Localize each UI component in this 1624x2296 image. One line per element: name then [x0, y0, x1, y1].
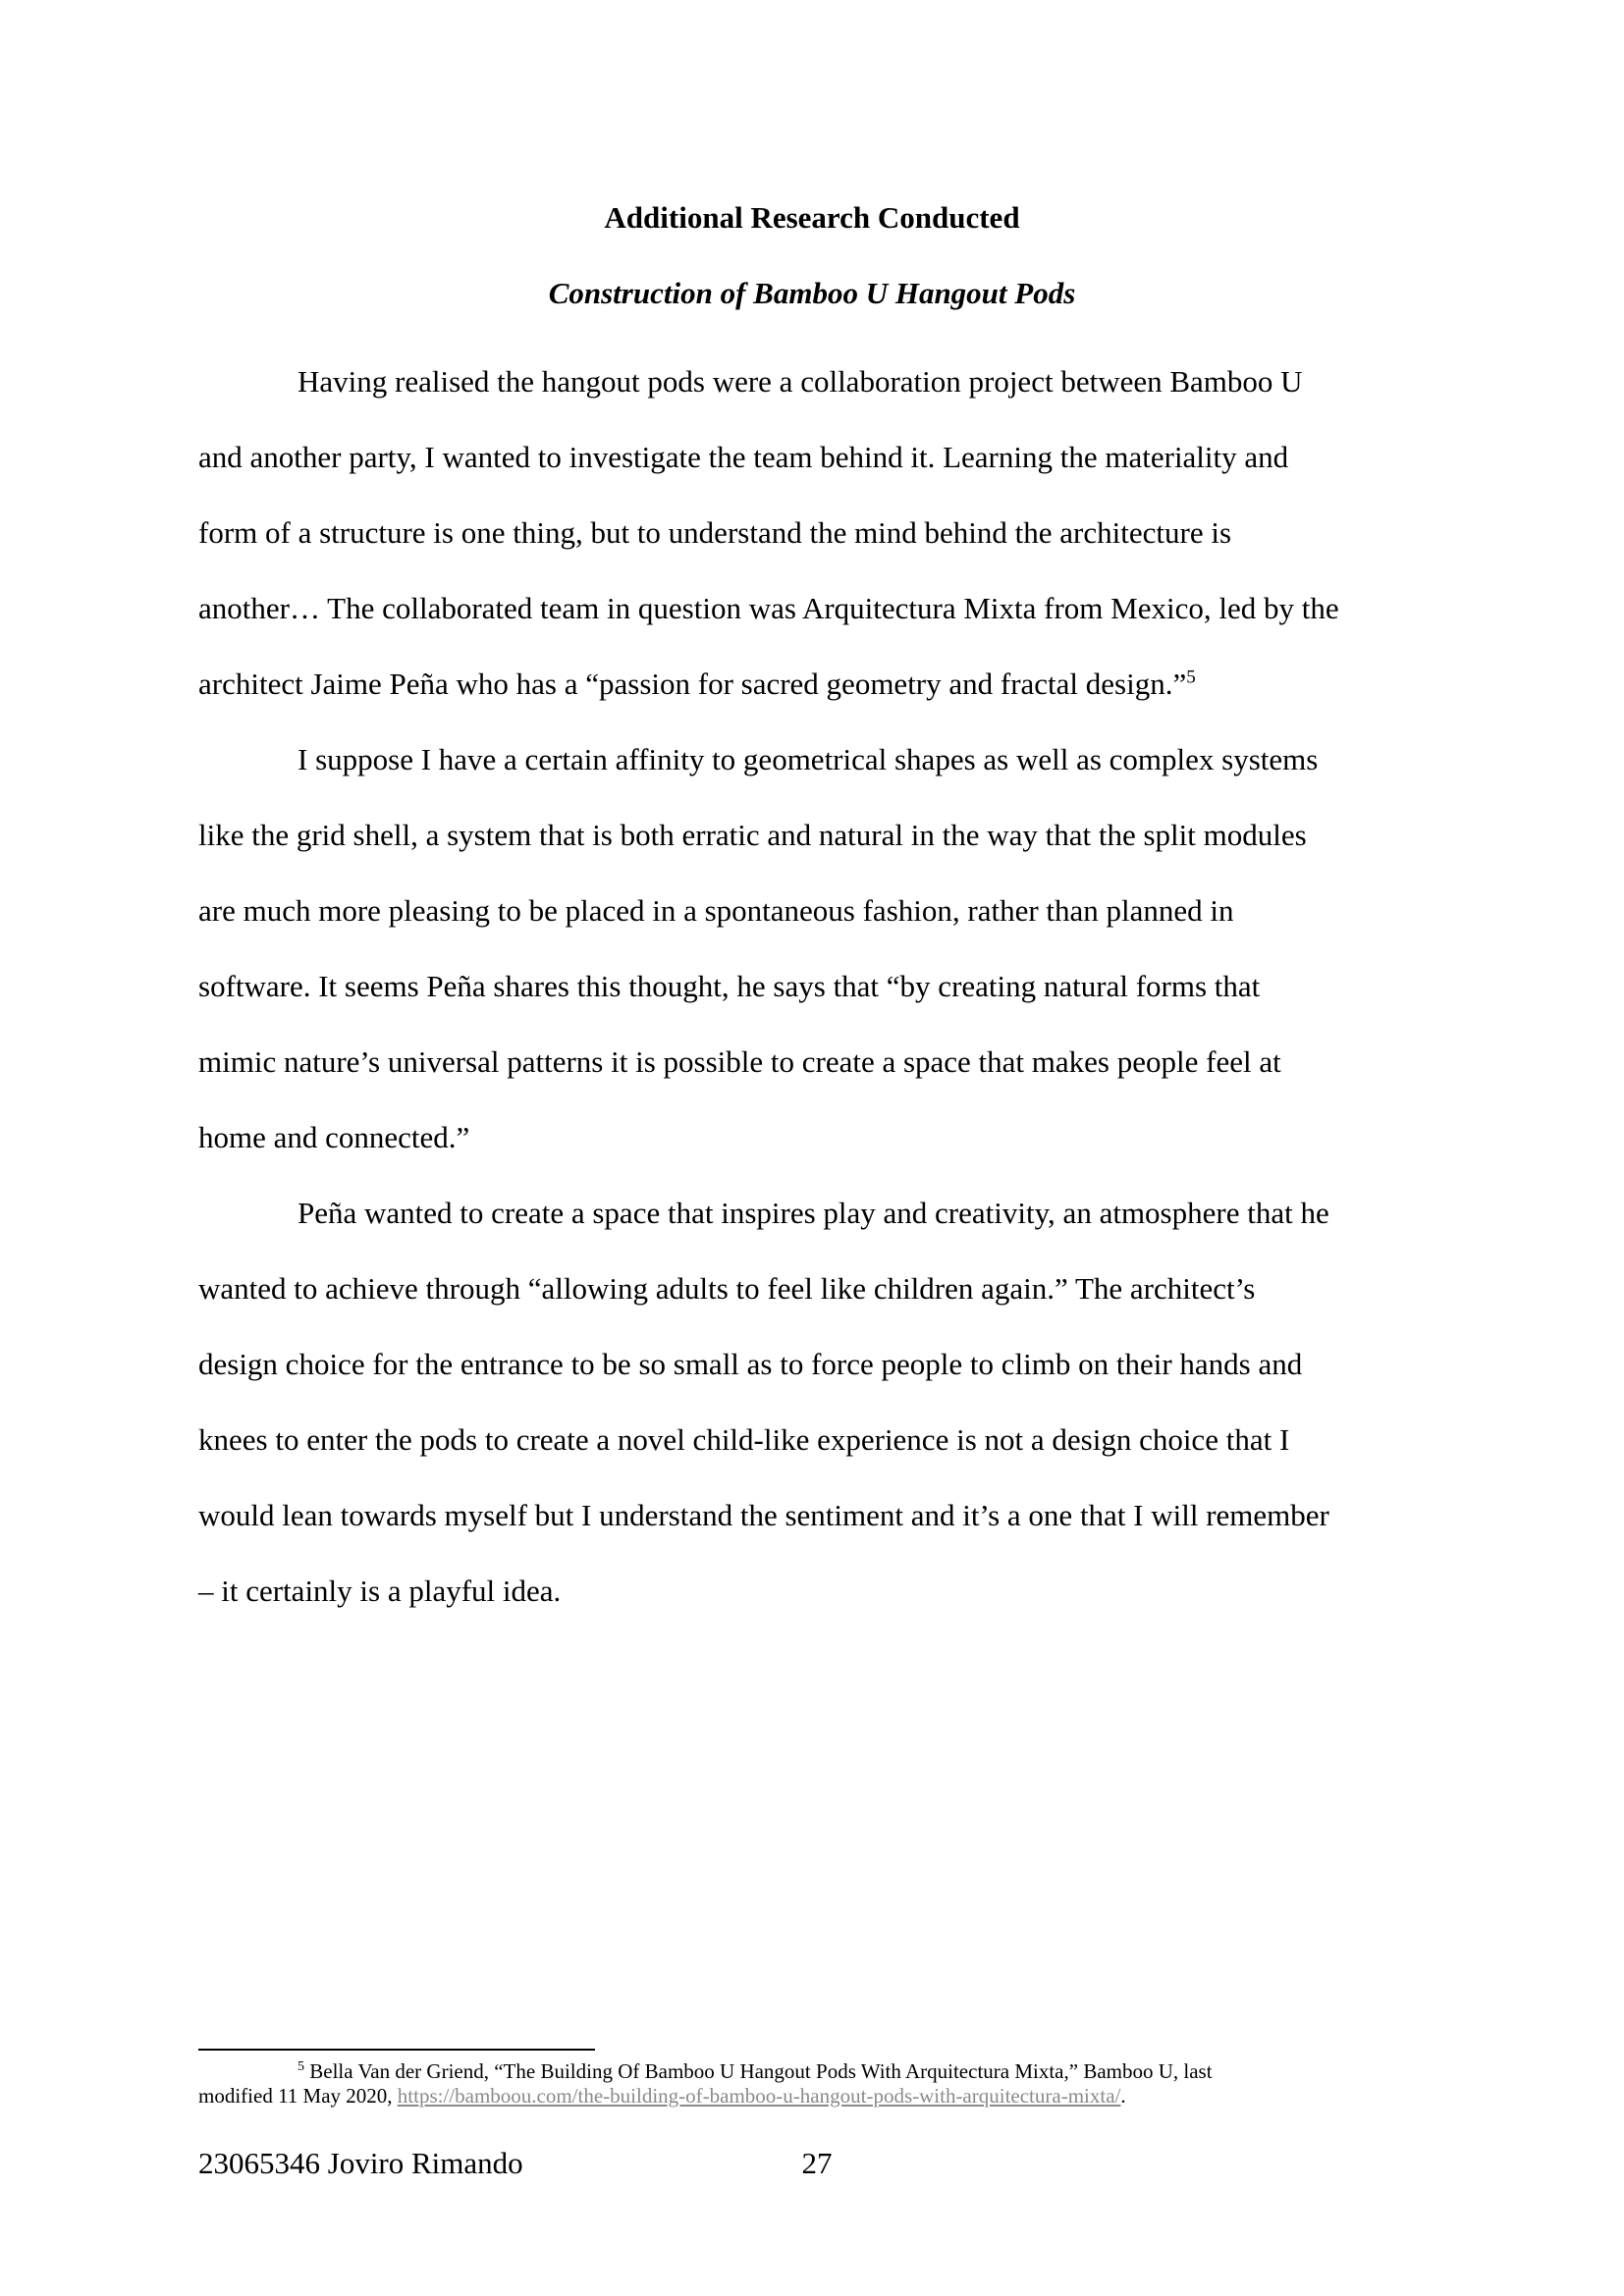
paragraph-line: knees to enter the pods to create a novel child-like experience is not a design choice that I: [198, 1422, 1290, 1457]
paragraph-line: home and connected.”: [198, 1120, 470, 1154]
subsection-heading: Construction of Bamboo U Hangout Pods: [548, 276, 1076, 310]
paragraph-line: like the grid shell, a system that is both erratic and natural in the way that the split modules: [198, 818, 1307, 852]
body-text: [198, 344, 1439, 1629]
paragraph-2: [198, 721, 1439, 1175]
paragraph-line: Peña wanted to create a space that inspires play and creativity, an atmosphere that he: [298, 1196, 1329, 1230]
paragraph-line: wanted to achieve through “allowing adults to feel like children again.” The architect’s: [198, 1271, 1256, 1306]
paragraph-line: would lean towards myself but I understand the sentiment and it’s a one that I will remember: [198, 1498, 1329, 1532]
footnote-link[interactable]: https://bamboou.com/the-building-of-bamboo-u-hangout-pods-with-arquitectura-mixta/: [397, 2084, 1121, 2108]
footnote-citation-cont: modified 11 May 2020,: [198, 2084, 398, 2108]
section-heading: Additional Research Conducted: [604, 200, 1020, 235]
page-number: 27: [801, 2146, 833, 2180]
paragraph-line: Having realised the hangout pods were a collaboration project between Bamboo U: [298, 364, 1303, 399]
paragraph-line: are much more pleasing to be placed in a spontaneous fashion, rather than planned in: [198, 893, 1234, 928]
paragraph-line-text: architect Jaime Peña who has a “passion for sacred geometry and fractal design.”: [198, 667, 1187, 701]
paragraph-line: software. It seems Peña shares this thought, he says that “by creating natural forms that: [198, 969, 1261, 1003]
paragraph-1: [198, 344, 1439, 721]
footnote-line: [198, 2084, 1439, 2109]
paragraph-line: I suppose I have a certain affinity to geometrical shapes as well as complex systems: [298, 742, 1319, 776]
paragraph-line: design choice for the entrance to be so small as to force people to climb on their hands and: [198, 1347, 1303, 1381]
paragraph-3: [198, 1175, 1439, 1629]
footnote-line: [198, 2059, 1439, 2084]
paragraph-line: another… The collaborated team in question was Arquitectura Mixta from Mexico, led by the: [198, 591, 1339, 625]
paragraph-line-with-ref: [198, 646, 1439, 721]
footnote: [198, 2059, 1439, 2109]
footnote-number: 5: [298, 2059, 304, 2074]
paragraph-line: form of a structure is one thing, but to understand the mind behind the architecture is: [198, 515, 1232, 550]
footer-author: 23065346 Joviro Rimando: [198, 2146, 523, 2180]
paragraph-line: – it certainly is a playful idea.: [198, 1574, 562, 1608]
paragraph-line: mimic nature’s universal patterns it is possible to create a space that makes people feel at: [198, 1044, 1281, 1079]
paragraph-line: and another party, I wanted to investigate the team behind it. Learning the materiality and: [198, 440, 1289, 474]
footnote-citation: Bella Van der Griend, “The Building Of Bamboo U Hangout Pods With Arquitectura Mixta,” Bamboo U, last: [309, 2059, 1213, 2083]
footnote-period: .: [1120, 2084, 1126, 2108]
footnote-separator: [198, 2049, 595, 2051]
footnote-reference[interactable]: 5: [1186, 667, 1196, 688]
